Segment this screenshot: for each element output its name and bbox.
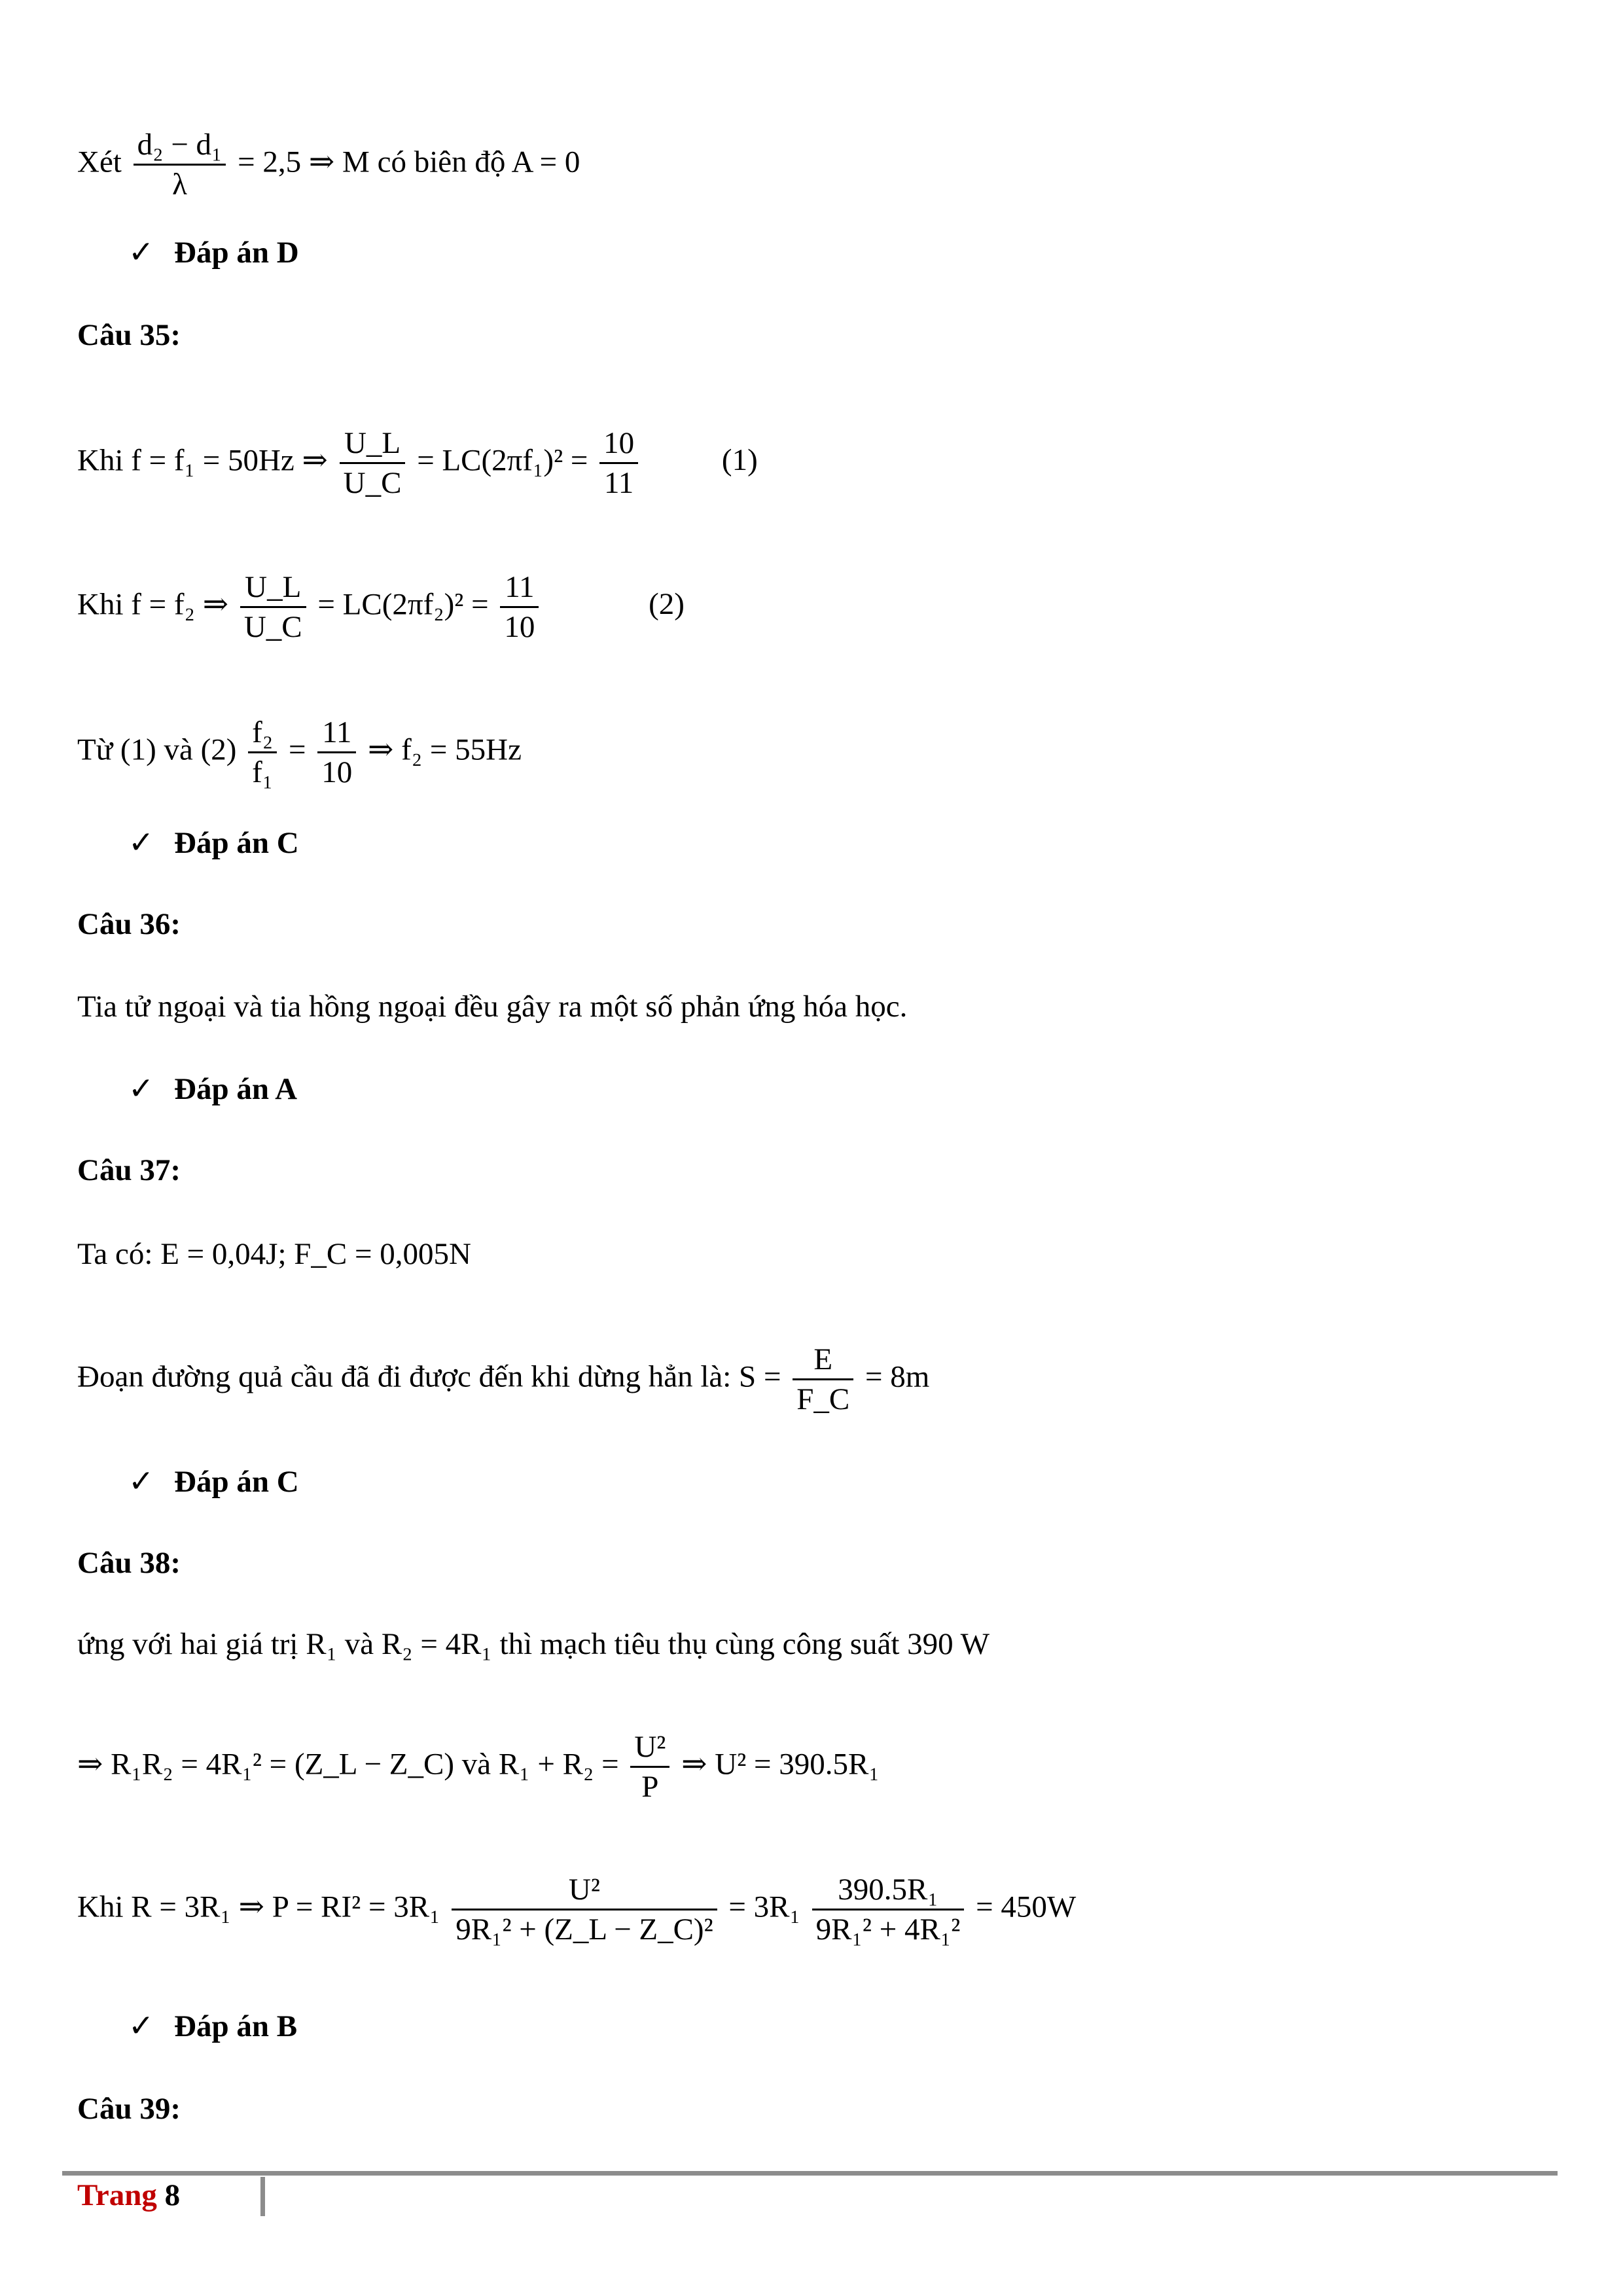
denominator: P: [641, 1770, 659, 1804]
text: Khi f = f₁ = 50Hz ⇒: [77, 443, 328, 478]
text: ⇒ f₂ = 55Hz: [367, 732, 522, 767]
denominator: 9R₁² + 4R₁²: [815, 1912, 961, 1946]
answer-34: [128, 234, 299, 271]
fraction: [500, 568, 539, 646]
line-35b: [77, 568, 685, 646]
fraction: [340, 424, 406, 502]
text: = 450W: [976, 1890, 1077, 1924]
line-38c: [77, 1871, 1076, 1948]
denominator: F_C: [796, 1382, 850, 1416]
denominator: 10: [321, 755, 353, 789]
equation-tag: (1): [721, 443, 758, 478]
footer-rule: [62, 2171, 1558, 2176]
line-37b: [77, 1340, 929, 1418]
answer-label: Đáp án A: [174, 1072, 298, 1106]
line-35a: [77, 424, 758, 502]
text: Khi f = f₂ ⇒: [77, 587, 229, 622]
fraction: [248, 713, 277, 791]
question-39-heading: Câu 39:: [77, 2092, 181, 2126]
text: Khi R = 3R₁ ⇒ P = RI² = 3R₁: [77, 1890, 440, 1924]
question-38-heading: Câu 38:: [77, 1546, 181, 1580]
answer-label: Đáp án D: [174, 236, 299, 270]
question-37-heading: Câu 37:: [77, 1153, 181, 1187]
answer-37: [128, 1463, 299, 1500]
text: Từ (1) và (2): [77, 732, 237, 767]
fraction: [134, 126, 226, 204]
line-37a: Ta có: E = 0,04J; F_C = 0,005N: [77, 1237, 471, 1271]
numerator: E: [793, 1340, 853, 1380]
numerator: U_L: [240, 568, 306, 608]
fraction: [812, 1871, 965, 1948]
numerator: U²: [452, 1871, 717, 1910]
denominator: U_C: [243, 610, 302, 644]
denominator: 11: [604, 466, 634, 500]
text: = 2,5 ⇒ M có biên độ A = 0: [238, 145, 580, 179]
text: ⇒ U² = 390.5R₁: [681, 1747, 880, 1782]
line-35c: [77, 713, 522, 791]
answer-label: Đáp án B: [174, 2009, 298, 2043]
text: Đoạn đường quả cầu đã đi được đến khi dừng hẳn là: S =: [77, 1359, 781, 1394]
footer-label: Trang: [77, 2178, 157, 2212]
check-icon: ✓: [128, 236, 154, 270]
text: = 3R₁: [728, 1890, 800, 1924]
numerator: f₂: [248, 713, 277, 753]
answer-36: [128, 1071, 297, 1107]
denominator: f₁: [252, 755, 274, 789]
fraction: [317, 713, 356, 791]
equation-tag: (2): [649, 587, 685, 622]
check-icon: ✓: [128, 1465, 154, 1499]
answer-38: [128, 2008, 297, 2045]
text: =: [288, 732, 306, 767]
denominator: 10: [504, 610, 535, 644]
answer-label: Đáp án C: [174, 1465, 299, 1499]
answer-label: Đáp án C: [174, 826, 299, 860]
denominator: U_C: [343, 466, 402, 500]
numerator: 11: [317, 713, 356, 753]
check-icon: ✓: [128, 826, 154, 860]
check-icon: ✓: [128, 1072, 154, 1106]
footer-separator: [260, 2177, 265, 2216]
text: Xét: [77, 145, 122, 179]
numerator: 10: [599, 424, 638, 464]
text: = LC(2πf₁)² =: [417, 443, 588, 478]
denominator: 9R₁² + (Z_L − Z_C)²: [455, 1912, 713, 1946]
fraction: [240, 568, 306, 646]
fraction: [599, 424, 638, 502]
denominator: λ: [172, 168, 187, 202]
fraction: [630, 1728, 669, 1806]
page-footer: [77, 2176, 180, 2215]
line-xet: [77, 126, 580, 204]
line-36: Tia tử ngoại và tia hồng ngoại đều gây ra một số phản ứng hóa học.: [77, 990, 908, 1024]
text: ⇒ R₁R₂ = 4R₁² = (Z_L − Z_C) và R₁ + R₂ =: [77, 1747, 619, 1782]
question-36-heading: Câu 36:: [77, 907, 181, 941]
fraction: [452, 1871, 717, 1948]
page-number: 8: [164, 2178, 181, 2212]
numerator: 390.5R₁: [812, 1871, 965, 1910]
numerator: d₂ − d₁: [134, 126, 226, 166]
line-38b: [77, 1728, 880, 1806]
line-38a: ứng với hai giá trị R₁ và R₂ = 4R₁ thì mạch tiêu thụ cùng công suất 390 W: [77, 1627, 990, 1661]
numerator: U_L: [340, 424, 406, 464]
text: = LC(2πf₂)² =: [317, 587, 489, 622]
question-35-heading: Câu 35:: [77, 318, 181, 352]
fraction: [793, 1340, 853, 1418]
check-icon: ✓: [128, 2009, 154, 2043]
numerator: U²: [630, 1728, 669, 1768]
text: = 8m: [865, 1359, 930, 1394]
numerator: 11: [500, 568, 539, 608]
answer-35: [128, 825, 299, 861]
